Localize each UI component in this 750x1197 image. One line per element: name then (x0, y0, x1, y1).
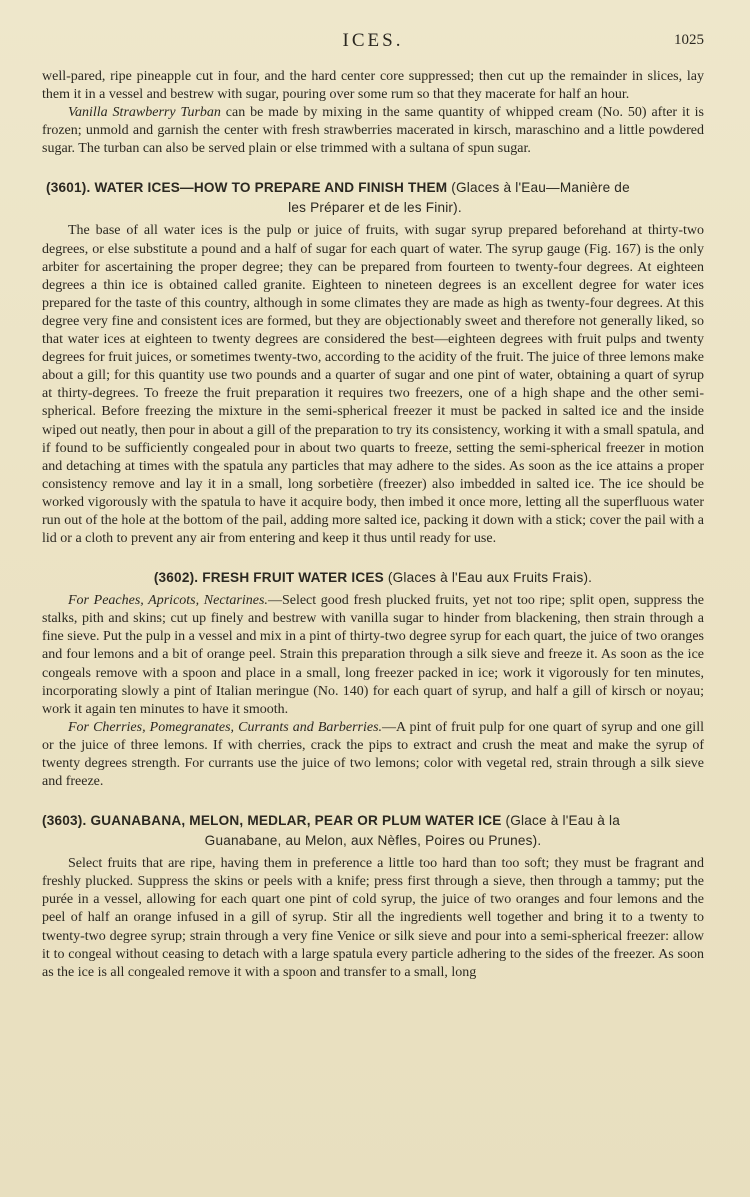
paragraph-text: can be made by mixing in the same quantity of whipped cream (No. 50) after it is frozen; unmold and garnish the center with fresh strawberries macerated in kirsch, maraschino and a little powdered sugar. The turban can also be served plain or else trimmed with a sultana of spun sugar. (42, 105, 704, 157)
paragraph-pineapple-continued: well-pared, ripe pineapple cut in four, and the hard center core suppressed; then cut up the remainder in slices, lay them it in a vessel and bestrew with sugar, pouring over some rum so that they macerate for half an hour. (42, 69, 704, 103)
running-title: ICES. (342, 30, 404, 51)
heading-subtitle: (Glace à l'Eau à la (501, 813, 620, 829)
section-body-3601: The base of all water ices is the pulp or juice of fruits, with sugar syrup prepared beforehand at thirty-two degrees, or else substitute a pound and a half of sugar for each quart of water. The syrup gauge (Fig. 167) is the only arbiter for ascertaining the proper degree; they can be prepared from fourteen to twenty-four degrees. At eighteen degrees a thin ice is obtained called granite. Eighteen to nineteen degrees is an excellent degree for water ices prepared for the taste of this country, although in some climates they are made as high as twenty-four degrees. At this degree very fine and consistent ices are formed, but they are objectionably sweet and therefore not generally liked, so that water ices at eighteen to twenty degrees are considered the best—eighteen degrees with fruit pulps and twenty degrees for fruit juices, or sometimes twenty-two, according to the acidity of the fruit. The juice of three lemons make about a gill; for this quantity use two pounds and a quarter of sugar and one pint of water, obtaining a quart of syrup at thirty-degrees. To freeze the fruit preparation it requires two freezers, one of a high shape and the other semi-spherical. Before freezing the mixture in the semi-spherical freezer it must be packed in salted ice and the inside wiped out neatly, then pour in about a gill of the preparation to try its consistency, working it with a small spatula, and if found to be sufficiently congealed pour in about two quarts to freeze, setting the semi-spherical freezer in motion and detaching at times with the spatula any particles that may adhere to the sides. As soon as the ice attains a proper consistency remove and lay it in a small, long sorbetière (freezer) also imbedded in salted ice. The ice should be worked vigorously with the spatula to have it acquire body, then imbed it once more, letting all the superfluous water run out of the hole at the bottom of the pail, adding more salted ice, packing it down with a stick; cover the pail with a lid or a cloth to prevent any air from entering and keep it thus until ready for use. (42, 223, 704, 547)
section-3602-peaches (42, 592, 704, 719)
heading-main: (3601). WATER ICES—HOW TO PREPARE AND FINISH THEM (46, 180, 448, 196)
heading-main: (3603). GUANABANA, MELON, MEDLAR, PEAR OR PLUM WATER ICE (42, 813, 502, 829)
paragraph-vanilla-strawberry-turban (42, 104, 704, 158)
heading-main: (3602). FRESH FRUIT WATER ICES (153, 570, 384, 586)
heading-subtitle: (Glaces à l'Eau aux Fruits Frais). (383, 570, 593, 586)
page-number: 1025 (674, 32, 704, 48)
section-heading-3602 (42, 568, 704, 588)
subrecipe-name-italic: For Cherries, Pomegranates, Currants and Barberries. (68, 719, 383, 735)
heading-subtitle: (Glaces à l'Eau—Manière de (447, 180, 630, 196)
paragraph-text: —Select good fresh plucked fruits, yet not too ripe; split open, suppress the stalks, pith and skins; cut up finely and bestrew with vanilla sugar to hinder from blackening, then strain through a fine sieve. Put the pulp in a vessel and mix in a pint of thirty-two degree syrup for each quart, the juice of two oranges and four lemons and a bit of orange peel. Strain this preparation through a silk sieve and freeze it. As soon as the ice congeals remove with a spoon and place in a small, long freezer packed in ice; work it vigorously for ten minutes, incorporating slowly a pint of Italian meringue (No. 140) for each quart of syrup, and half a gill of kirsch or noyau; work it again ten minutes to have it smooth. (42, 593, 704, 717)
section-body-3603: Select fruits that are ripe, having them in preference a little too hard than too soft; they must be fragrant and freshly plucked. Suppress the skins or peels with a knife; press first through a sieve, then through a tammy; put the purée in a vessel, allowing for each quart one pint of cold syrup, the juice of two oranges and four lemons and the peel of half an orange infused in a gill of syrup. Stir all the ingredients well together and bring it to a twenty to twenty-two degree syrup; strain through a very fine Venice or silk sieve and pour into a semi-spherical freezer: allow it to congeal without ceasing to detach with a large spatula every particle adhering to the sides of the freezer. As soon as the ice is all congealed remove it with a spoon and transfer to a small, long (42, 856, 704, 980)
heading-subtitle-line2: les Préparer et de les Finir). (288, 200, 462, 216)
running-head (42, 30, 704, 68)
section-3602-cherries (42, 719, 704, 791)
section-heading-3603 (42, 811, 704, 851)
heading-subtitle-line2: Guanabane, au Melon, aux Nèfles, Poires ou Prunes). (204, 833, 542, 849)
recipe-name-italic: Vanilla Strawberry Turban (68, 105, 221, 121)
section-heading-3601 (42, 178, 704, 218)
paragraph-text: —A pint of fruit pulp for one quart of syrup and one gill or the juice of three lemons. If with cherries, crack the pips to extract and crush the meat and make the syrup of twenty degrees strength. For currants use the juice of two lemons; color with vegetal red, strain through a silk sieve and freeze. (42, 719, 704, 790)
subrecipe-name-italic: For Peaches, Apricots, Nectarines. (68, 593, 268, 609)
